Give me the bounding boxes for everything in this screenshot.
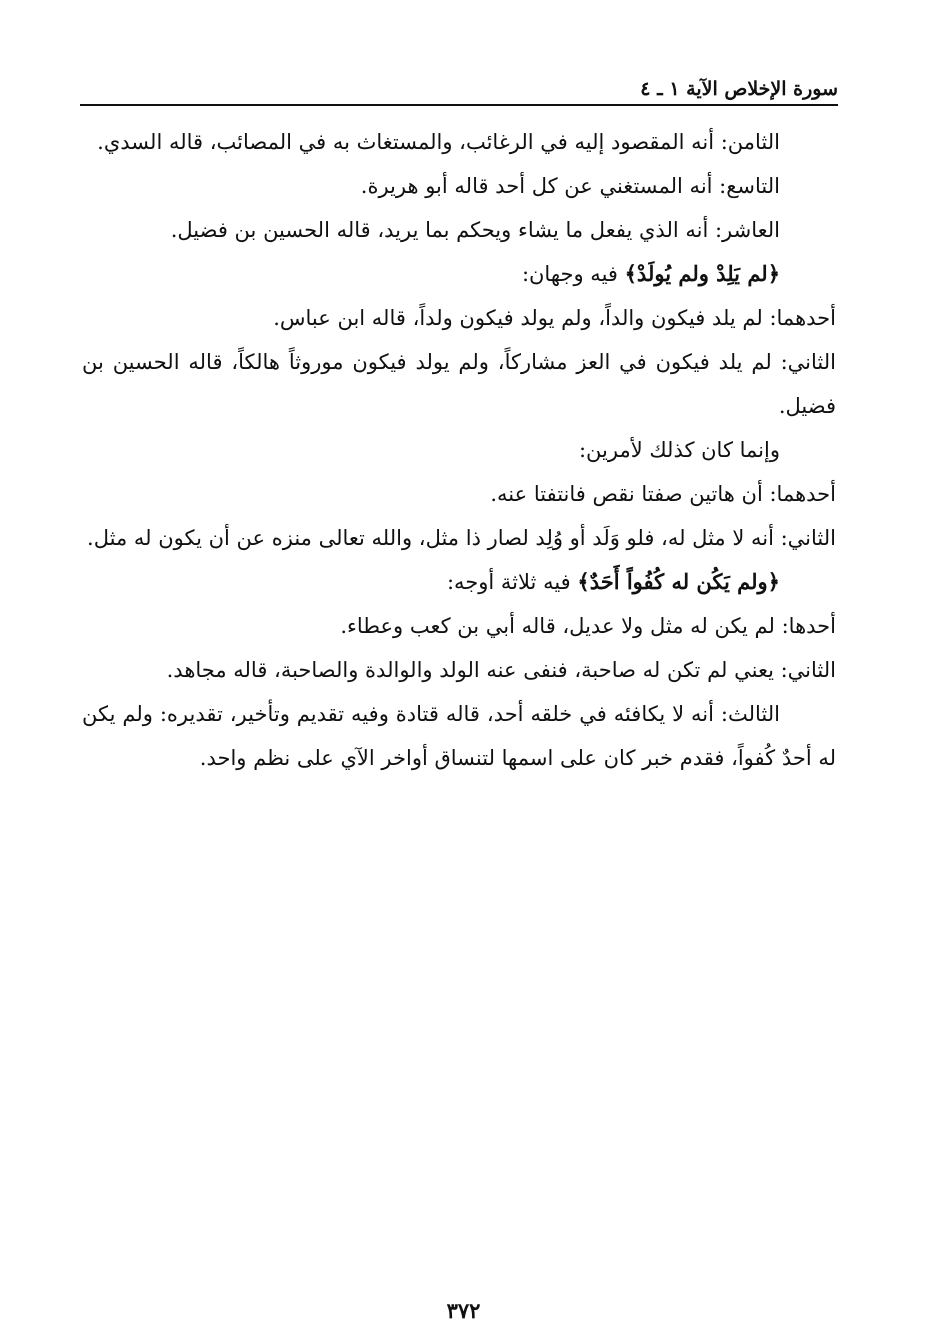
verse-quote: ﴿لم يَلِدْ ولم يُولَدْ﴾ — [624, 261, 780, 286]
verse-heading-lam-yalid — [82, 252, 836, 296]
paragraph-two-reasons: وإنما كان كذلك لأمرين: — [578, 438, 780, 462]
paragraph-aspect-one: أحدها: لم يكن له مثل ولا عديل، قاله أبي بن كعب وعطاء. — [340, 614, 836, 638]
verse-heading-text: فيه ثلاثة أوجه: — [446, 570, 578, 594]
running-header: سورة الإخلاص الآية ١ ـ ٤ — [640, 78, 838, 100]
paragraph-aspect-two: الثاني: يعني لم تكن له صاحبة، فنفى عنه الولد والوالدة والصاحبة، قاله مجاهد. — [166, 658, 836, 682]
paragraph-aspect-three: الثالث: أنه لا يكافئه في خلقه أحد، قاله قتادة وفيه تقديم وتأخير، تقديره: ولم يكن له أحدٌ كُفواً، فقدم خبر كان على اسمها لتنساق أواخر الآي على نظم واحد. — [82, 702, 836, 770]
page-body — [82, 120, 836, 780]
header-rule — [80, 104, 838, 106]
paragraph-ninth-meaning: التاسع: أنه المستغني عن كل أحد قاله أبو هريرة. — [360, 174, 780, 198]
paragraph-second-aspect: الثاني: لم يلد فيكون في العز مشاركاً، ولم يولد فيكون موروثاً هالكاً، قاله الحسين بن فضيل. — [82, 350, 836, 418]
paragraph-eighth-meaning: الثامن: أنه المقصود إليه في الرغائب، والمستغاث به في المصائب، قاله السدي. — [97, 130, 780, 154]
verse-heading-kufuwan — [82, 560, 836, 604]
paragraph-reason-one: أحدهما: أن هاتين صفتا نقص فانتفتا عنه. — [490, 482, 836, 506]
paragraph-reason-two: الثاني: أنه لا مثل له، فلو وَلَد أو وُلِد لصار ذا مثل، والله تعالى منزه عن أن يكون له مثل. — [87, 526, 836, 550]
paragraph-first-aspect: أحدهما: لم يلد فيكون والداً، ولم يولد فيكون ولداً، قاله ابن عباس. — [273, 306, 836, 330]
verse-quote: ﴿ولم يَكُن له كُفُواً أَحَدٌ﴾ — [577, 569, 780, 594]
page-number: ٣٧٢ — [446, 1298, 481, 1323]
verse-heading-text: فيه وجهان: — [521, 262, 625, 286]
paragraph-tenth-meaning: العاشر: أنه الذي يفعل ما يشاء ويحكم بما يريد، قاله الحسين بن فضيل. — [170, 218, 780, 242]
